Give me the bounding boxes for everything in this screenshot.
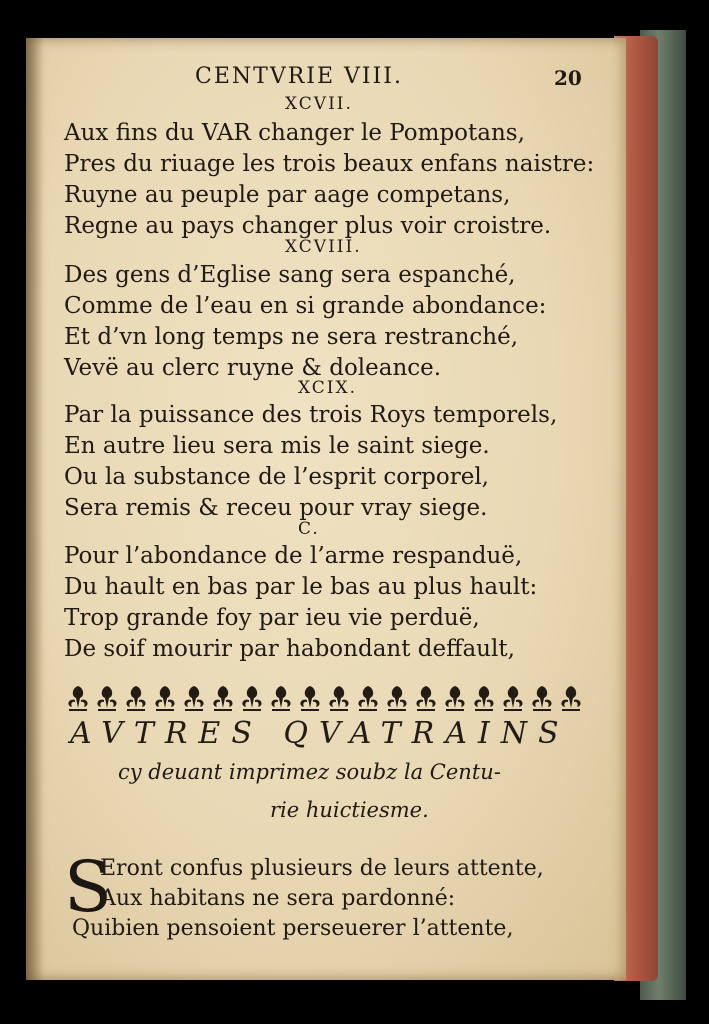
- fleuron-glyph: [68, 686, 87, 711]
- running-head: CENTVRIE VIII.: [195, 64, 403, 89]
- verse-line: En autre lieu sera mis le saint siege.: [64, 433, 490, 459]
- verse-line: Sera remis & receu pour vray siege.: [64, 495, 488, 521]
- section-subheading-line1: cy deuant imprimez soubz la Centu-: [118, 760, 501, 784]
- fleuron-glyph: [300, 686, 319, 711]
- verse-line: Eront confus plusieurs de leurs attente,: [100, 856, 544, 881]
- fleuron-ornament-band: [66, 680, 596, 716]
- fleuron-glyph: [329, 686, 348, 711]
- fleuron-glyph: [242, 686, 261, 711]
- fleuron-glyph: [155, 686, 174, 711]
- verse-line: Trop grande foy par ieu vie perduë,: [64, 605, 480, 631]
- quatrain-number: XCIX.: [298, 378, 358, 398]
- section-subheading-line2: rie huictiesme.: [270, 798, 429, 822]
- drop-cap-initial: S: [64, 846, 112, 928]
- page-number: 20: [554, 66, 582, 90]
- verse-line: Aux habitans ne sera pardonné:: [100, 886, 456, 911]
- verse-line: Ou la substance de l’esprit corporel,: [64, 464, 489, 490]
- fleuron-glyph: [474, 686, 493, 711]
- section-heading: AVTRES QVATRAINS: [70, 716, 570, 751]
- verse-line: Pres du riuage les trois beaux enfans naistre:: [64, 151, 595, 177]
- verse-line: Aux fins du VAR changer le Pompotans,: [64, 120, 525, 146]
- quatrain-number: C.: [298, 519, 320, 539]
- verse-line: Regne au pays changer plus voir croistre.: [64, 213, 552, 239]
- verse-line: Vevë au clerc ruyne & doleance.: [64, 355, 442, 381]
- fleuron-glyph: [387, 686, 406, 711]
- fleuron-glyph: [532, 686, 551, 711]
- verse-line: Des gens d’Eglise sang sera espanché,: [64, 262, 516, 288]
- verse-line: Quibien pensoient perseuerer l’attente,: [72, 916, 514, 941]
- quatrain-number: XCVIII.: [285, 237, 362, 257]
- fleuron-glyph: [445, 686, 464, 711]
- fleuron-glyph: [358, 686, 377, 711]
- quatrain-number: XCVII.: [285, 94, 353, 114]
- page-gutter-shadow: [26, 38, 44, 980]
- verse-line: Pour l’abondance de l’arme respanduë,: [64, 543, 523, 569]
- fleuron-glyph: [213, 686, 232, 711]
- verse-line: Et d’vn long temps ne sera restranché,: [64, 324, 519, 350]
- fleuron-glyph: [97, 686, 116, 711]
- fleuron-glyph: [561, 686, 580, 711]
- fleuron-glyph: [126, 686, 145, 711]
- verse-line: Ruyne au peuple par aage competans,: [64, 182, 511, 208]
- verse-line: Du hault en bas par le bas au plus hault:: [64, 574, 538, 600]
- fleuron-glyph: [503, 686, 522, 711]
- verse-line: Comme de l’eau en si grande abondance:: [64, 293, 547, 319]
- fleuron-glyph: [416, 686, 435, 711]
- verse-line: Par la puissance des trois Roys temporels,: [64, 402, 558, 428]
- fleuron-glyph: [184, 686, 203, 711]
- fleuron-glyph: [271, 686, 290, 711]
- verse-line: De soif mourir par habondant deffault,: [64, 636, 515, 662]
